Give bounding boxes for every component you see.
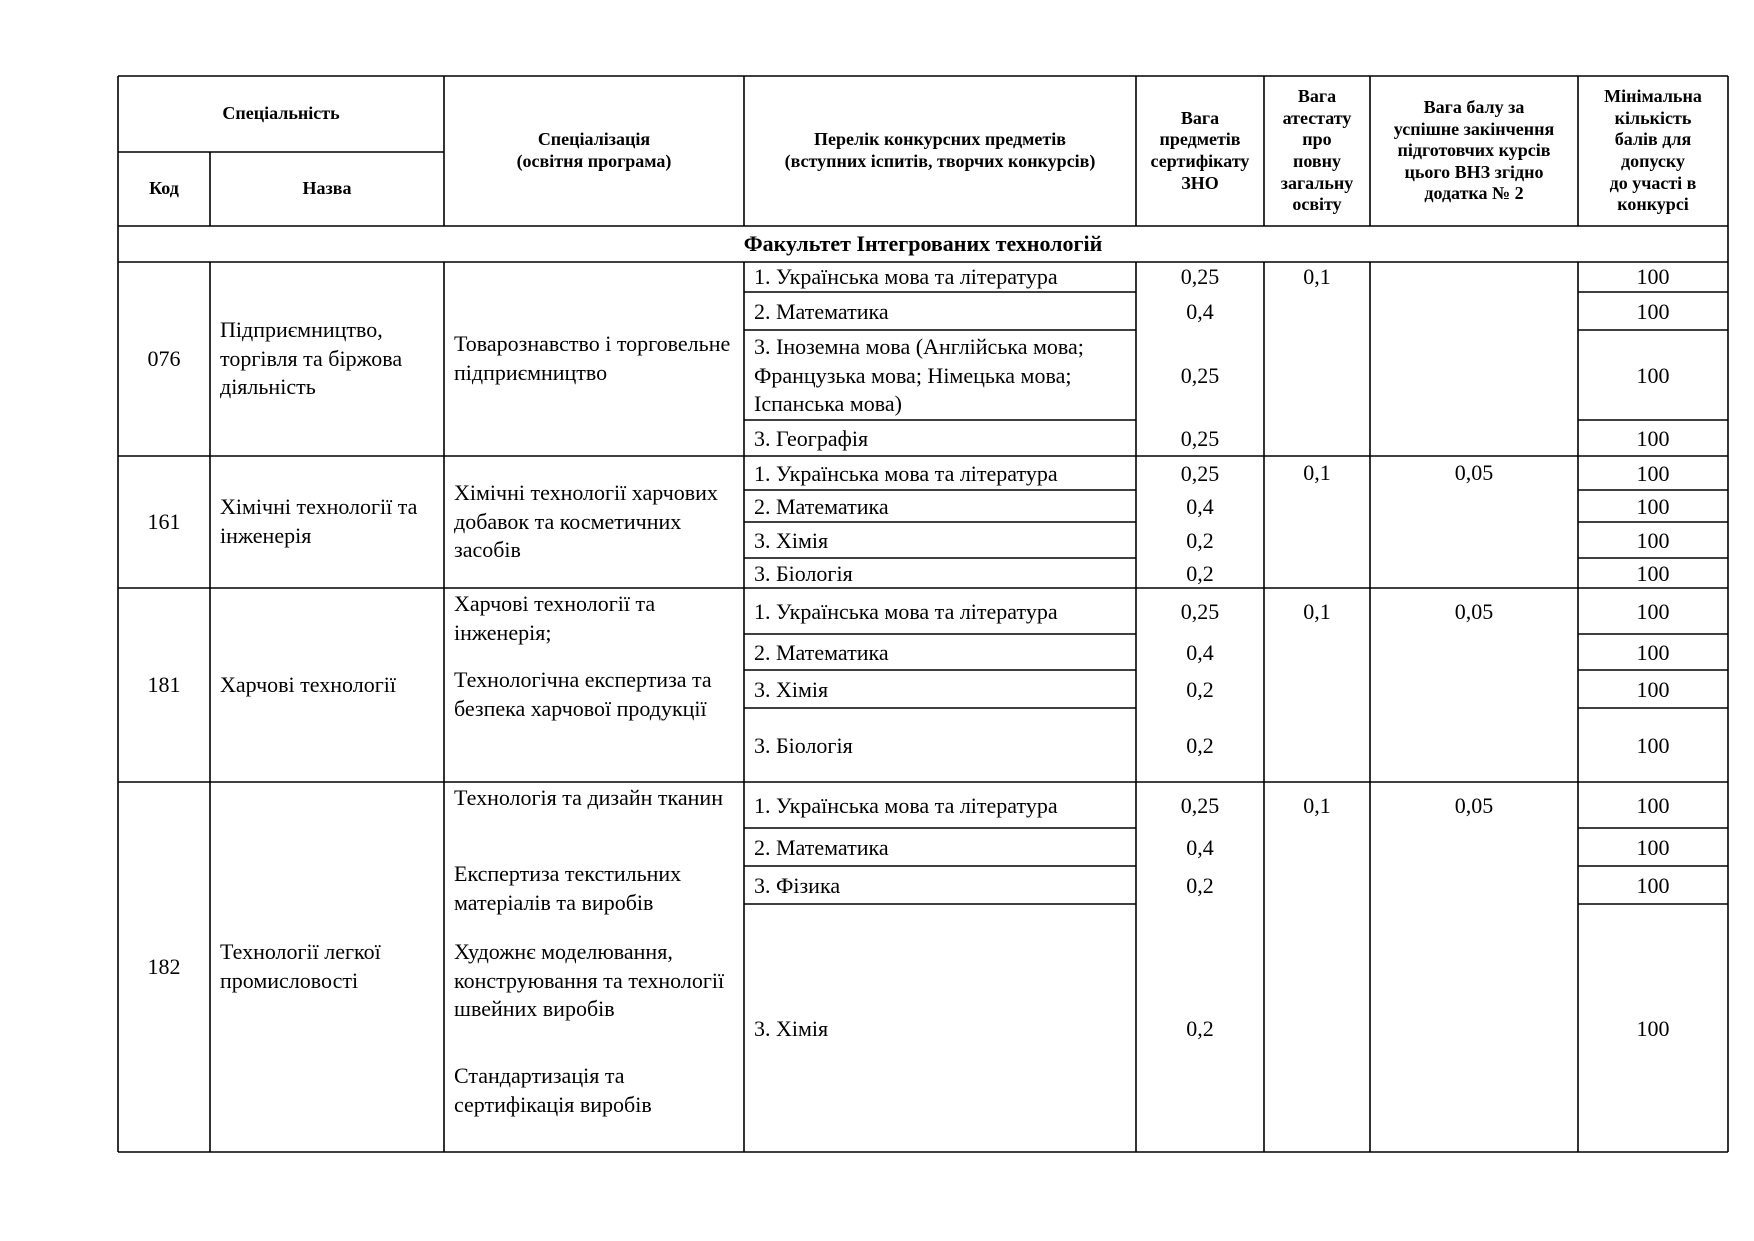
subject-min-score: 100 <box>1636 560 1670 586</box>
specialization: Хімічні технології харчових добавок та косметичних засобів <box>454 480 718 563</box>
courses-weight: 0,05 <box>1454 792 1494 818</box>
subject-weight: 0,2 <box>1186 676 1214 702</box>
subject-name: 1. Українська мова та література <box>754 792 1058 818</box>
header-code: Код <box>149 178 179 199</box>
header-subjects: Перелік конкурсних предметів (вступних іспитів, творчих конкурсів) <box>784 129 1096 171</box>
specialization: Стандартизація та сертифікація виробів <box>454 1063 652 1117</box>
subject-name: 3. Хімія <box>754 676 829 702</box>
subject-min-score: 100 <box>1636 425 1670 451</box>
subject-weight: 0,25 <box>1180 263 1220 289</box>
subject-min-score: 100 <box>1636 263 1670 289</box>
subject-weight: 0,2 <box>1186 560 1214 586</box>
subject-weight: 0,4 <box>1186 493 1214 519</box>
header-name: Назва <box>302 178 352 199</box>
subject-min-score: 100 <box>1636 676 1670 702</box>
subject-name: 2. Математика <box>754 298 889 324</box>
group-code: 161 <box>147 508 181 534</box>
subject-name: 3. Біологія <box>754 732 853 758</box>
subject-name: 3. Біологія <box>754 560 853 586</box>
group-name: Підприємництво, торгівля та біржова діяльність <box>220 317 403 400</box>
cert-weight: 0,1 <box>1303 598 1331 624</box>
group-name: Технології легкої промисловості <box>220 939 381 993</box>
subject-weight: 0,25 <box>1180 362 1220 388</box>
header-specialization: Спеціалізація (освітня програма) <box>516 129 672 171</box>
subject-min-score: 100 <box>1636 493 1670 519</box>
subject-name: 2. Математика <box>754 834 889 860</box>
cert-weight: 0,1 <box>1303 792 1331 818</box>
subject-name: 1. Українська мова та література <box>754 460 1058 486</box>
subject-min-score: 100 <box>1636 460 1670 486</box>
cert-weight: 0,1 <box>1303 263 1331 289</box>
subject-min-score: 100 <box>1636 834 1670 860</box>
subject-weight: 0,25 <box>1180 598 1220 624</box>
subject-name: 2. Математика <box>754 639 889 665</box>
header-cert-weight: Вага атестату про повну загальну освіту <box>1280 86 1354 215</box>
group-code: 181 <box>147 671 181 697</box>
subject-weight: 0,2 <box>1186 1015 1214 1041</box>
subject-min-score: 100 <box>1636 527 1670 553</box>
specialization: Експертиза текстильних матеріалів та виробів <box>454 861 682 915</box>
header-specialty: Спеціальність <box>222 103 340 124</box>
group-name: Харчові технології <box>220 671 396 697</box>
specialization: Харчові технології та інженерія; <box>454 591 656 645</box>
subject-weight: 0,25 <box>1180 460 1220 486</box>
subject-weight: 0,4 <box>1186 298 1214 324</box>
specialization: Товарознавство і торговельне підприємництво <box>454 331 731 385</box>
subject-min-score: 100 <box>1636 639 1670 665</box>
subject-weight: 0,25 <box>1180 792 1220 818</box>
subject-name: 3. Географія <box>754 425 869 451</box>
subject-name: 1. Українська мова та література <box>754 598 1058 624</box>
subject-name: 3. Хімія <box>754 1015 829 1041</box>
subject-min-score: 100 <box>1636 732 1670 758</box>
subject-weight: 0,25 <box>1180 425 1220 451</box>
header-courses-weight: Вага балу за успішне закінчення підготовчих курсів цього ВНЗ згідно додатка № 2 <box>1393 97 1555 204</box>
courses-weight <box>1370 262 1578 292</box>
subject-name: 3. Фізика <box>754 872 841 898</box>
subject-weight: 0,4 <box>1186 639 1214 665</box>
cert-weight: 0,1 <box>1303 459 1331 485</box>
specialization: Технологічна експертиза та безпека харчової продукції <box>454 667 712 721</box>
header-zno-weight: Вага предметів сертифікату ЗНО <box>1150 107 1250 193</box>
subject-min-score: 100 <box>1636 792 1670 818</box>
subject-name: 3. Хімія <box>754 527 829 553</box>
specialization: Технологія та дизайн тканин <box>454 785 723 810</box>
subject-min-score: 100 <box>1636 598 1670 624</box>
group-code: 182 <box>147 953 181 979</box>
subject-min-score: 100 <box>1636 872 1670 898</box>
courses-weight: 0,05 <box>1454 598 1494 624</box>
subject-weight: 0,2 <box>1186 527 1214 553</box>
faculty-title: Факультет Інтегрованих технологій <box>743 230 1103 256</box>
specialization: Художнє моделювання, конструювання та технології швейних виробів <box>454 939 725 1022</box>
subject-name: 2. Математика <box>754 493 889 519</box>
subject-name: 3. Іноземна мова (Англійська мова; Французька мова; Німецька мова; Іспанська мова) <box>754 334 1084 417</box>
subject-weight: 0,2 <box>1186 872 1214 898</box>
subject-min-score: 100 <box>1636 1015 1670 1041</box>
header-min-score: Мінімальна кількість балів для допуску до участі в конкурсі <box>1604 86 1702 215</box>
subject-min-score: 100 <box>1636 362 1670 388</box>
subject-name: 1. Українська мова та література <box>754 263 1058 289</box>
courses-weight: 0,05 <box>1454 459 1494 485</box>
subject-min-score: 100 <box>1636 298 1670 324</box>
group-code: 076 <box>147 345 181 371</box>
subject-weight: 0,4 <box>1186 834 1214 860</box>
subject-weight: 0,2 <box>1186 732 1214 758</box>
group-name: Хімічні технології та інженерія <box>220 494 418 548</box>
